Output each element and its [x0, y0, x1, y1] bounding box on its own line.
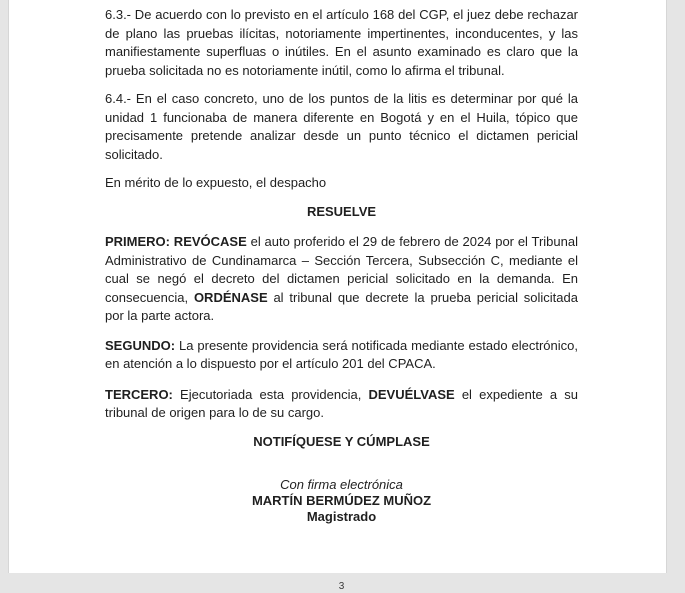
primero-text-1: el auto proferido el 29 de febrero de 2024 por el Tribunal Administrativo de Cundinamarca – Sección Tercera, Subsección C, mediante el cual se negó el decreto del dictamen pericial solicitado en la demanda. En consecuencia,: [105, 234, 578, 305]
document-content: [9, 0, 666, 593]
document-page: [8, 0, 667, 592]
tercero-text-2: el expediente a su tribunal de origen para lo de su cargo.: [105, 386, 578, 420]
notifiquese-heading: NOTIFÍQUESE Y CÚMPLASE: [253, 433, 430, 449]
signature-magistrate-name: MARTÍN BERMÚDEZ MUÑOZ: [251, 493, 432, 508]
paragraph-segundo: [105, 337, 578, 374]
signature-block: [105, 477, 578, 525]
resuelve-heading: RESUELVE: [306, 203, 377, 219]
primero-text-2: al tribunal que decrete la prueba pericial solicitada por la parte actora.: [105, 289, 578, 323]
signature-magistrate-title: Magistrado: [306, 509, 377, 524]
paragraph-6-3: 6.3.- De acuerdo con lo previsto en el artículo 168 del CGP, el juez debe rechazar de plano las pruebas ilícitas, notoriamente impertinentes, inconducentes, y las manifiestamente superfluas o inútiles. En el asunto examinado es claro que la prueba solicitada no es notoriamente inútil, como lo afirma el tribunal.: [105, 7, 578, 78]
primero-ordenase: ORDÉNASE: [193, 289, 268, 305]
signature-electronic-note: Con firma electrónica: [280, 477, 403, 492]
tercero-text-1: Ejecutoriada esta providencia,: [172, 386, 369, 402]
paragraph-primero: [105, 233, 578, 326]
paragraph-6-4: 6.4.- En el caso concreto, uno de los puntos de la litis es determinar por qué la unidad 1 funcionaba de manera diferente en Bogotá y en el Huila, tópico que precisamente pretende analizar desde un punto técnico el dictamen pericial solicitado.: [105, 91, 578, 162]
segundo-label: SEGUNDO:: [105, 337, 176, 353]
paragraph-en-merito: En mérito de lo expuesto, el despacho: [105, 175, 327, 190]
tercero-label: TERCERO:: [105, 386, 173, 402]
primero-label: PRIMERO: REVÓCASE: [105, 234, 247, 249]
paragraph-tercero: [105, 386, 578, 423]
page-number: 3: [338, 581, 345, 592]
tercero-devuelvase: DEVUÉLVASE: [368, 386, 455, 402]
segundo-text: La presente providencia será notificada mediante estado electrónico, en atención a lo dispuesto por el artículo 201 del CPACA.: [105, 337, 578, 371]
